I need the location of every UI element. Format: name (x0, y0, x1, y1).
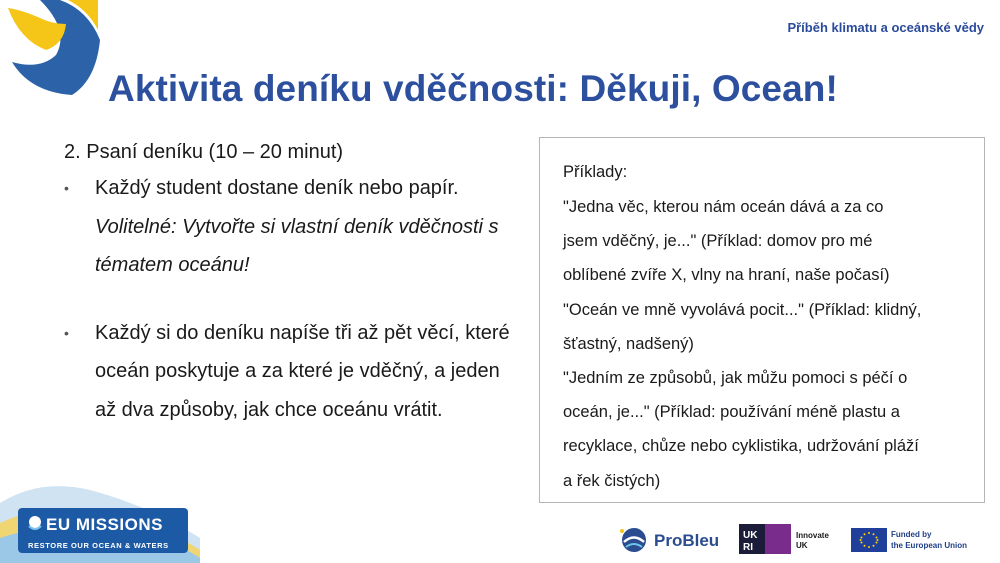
uk-label: UK (796, 541, 808, 550)
example-line: a řek čistých) (563, 471, 661, 490)
probleu-label: ProBleu (654, 531, 720, 550)
eu-flag-icon (851, 528, 887, 552)
ukri-logo-icon (739, 524, 791, 554)
svg-text:RI: RI (743, 542, 753, 553)
european-union-label: the European Union (891, 540, 967, 550)
example-line: "Oceán ve mně vyvolává pocit..." (Příklad: klidný, (563, 300, 922, 319)
svg-text:UK: UK (743, 530, 758, 541)
example-line: jsem vděčný, je..." (Příklad: domov pro mé (563, 232, 873, 251)
eu-funding-label (891, 530, 967, 551)
eu-missions-subtitle: RESTORE OUR OCEAN & WATERS (28, 541, 169, 550)
example-line: oceán, je..." (Příklad: používání méně plastu a (563, 403, 900, 422)
journal-instructions (64, 138, 524, 429)
examples-label: Příklady: (563, 163, 628, 181)
example-line: recyklace, chůze nebo cyklistika, udržování pláží (563, 437, 919, 456)
section-heading: 2. Psaní deníku (10 – 20 minut) (64, 141, 344, 163)
bullet-item (64, 169, 524, 285)
slide-title: Aktivita deníku vděčnosti: Děkuji, Ocean! (108, 68, 838, 109)
example-line: oblíbené zvíře X, vlny na hraní, naše počasí) (563, 266, 890, 285)
eu-missions-label: EU MISSIONS (46, 515, 163, 534)
example-line: šťastný, nadšený) (563, 334, 694, 353)
bullet-text: Každý si do deníku napíše tři až pět věcí, které oceán poskytuje a za které je vděčný, a jeden až dva způsoby, jak chce oceánu vrátit. (95, 321, 510, 421)
example-line: "Jedna věc, kterou nám oceán dává a za co (563, 198, 884, 216)
bullet-icon: • (64, 324, 69, 341)
funded-by-label: Funded by (891, 530, 932, 539)
bullet-item (64, 314, 524, 430)
bullet-icon: • (64, 180, 69, 196)
example-line: "Jedním ze způsobů, jak můžu pomoci s péčí o (563, 369, 908, 388)
ocean-logo-icon (0, 0, 100, 100)
innovate-uk-label (796, 531, 829, 551)
optional-note: Volitelné: Vytvořte si vlastní deník vděčnosti s tématem oceánu! (95, 215, 499, 276)
innovate-label: Innovate (796, 531, 829, 540)
bullet-text: Každý student dostane deník nebo papír. (95, 177, 459, 199)
presentation-topic: Příběh klimatu a oceánské vědy (787, 20, 984, 35)
examples-box (539, 137, 985, 503)
